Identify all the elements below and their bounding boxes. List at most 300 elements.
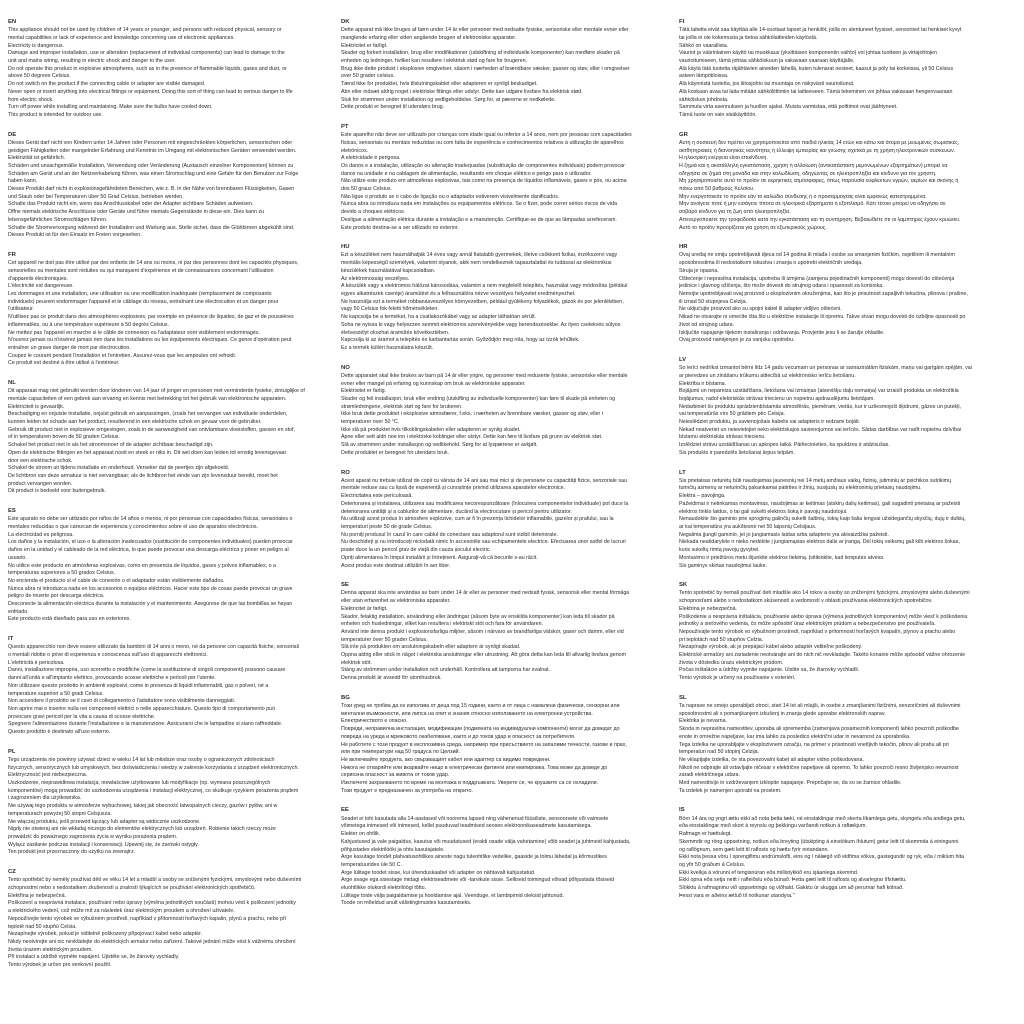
warning-text-line: Negalima įjungti gaminio, jei jo jungiamasis laidas arba adapteris yra akivaizdžiai pažeisti. <box>679 531 889 538</box>
warning-text-line: lebensgefährlichen Stromschlägen führen. <box>8 216 108 223</box>
warning-text-line: или при температури над 50 градуса по Целзий. <box>341 749 460 756</box>
warning-text-line: Tämä tuote on vain sisäkäyttöön. <box>679 111 757 118</box>
warning-text-line: Ne mettez pas l'appareil en marche si le câble de connexion ou l'adaptateur sont visiblement endommagés. <box>8 329 261 336</box>
warning-text-line: Никога не отваряйте или вкарвайте нищо в електрически фитинги или екипировка. Това може да доведе до <box>341 764 608 771</box>
warning-text-line: Nedarbiniet šo produktu sprādzienbīstamās atmosfērās, piemēram, vietās, kur ir uzliesmojoši šķidrumi, gāzes un putekļi, <box>679 403 962 410</box>
warning-text-line: Dette produktet er beregnet for utendørs bruk. <box>341 449 450 456</box>
language-code: LV <box>679 356 687 363</box>
warning-text-line: a elektrického vedení, což může mít za následek úraz elektrickým proudem a ohrožení uživatele. <box>8 908 235 915</box>
warning-text-line: Slökktu á rafmagninu við uppsetningu og viðhald. Gakktu úr skugga um að perurnar hafi kólnað. <box>679 885 904 892</box>
warning-text-line: Nigdy nie otwieraj ani nie wkładaj niczego do elementów elektrycznych lub urządzeń. Robienie takich rzeczy może <box>8 826 276 833</box>
warning-text-line: Nie włączaj produktu, jeśli przewód łączący lub adapter są widocznie uszkodzone. <box>8 818 201 825</box>
warning-text-line: Dette apparat må ikke bruges af børn under 14 år eller personer med nedsatte fysiske, sensoriske eller mentale evner eller <box>341 27 629 34</box>
warning-text-line: Ovaj uređaj ne smiju upotrebljavati djeca od 14 godina ili mlađa i osobe sa smanjenim fizičkim, osjetilnim ili mentalnim <box>679 252 955 259</box>
warning-text-line: Denna apparat ska inte användas av barn under 14 år eller av personer med nedsatt fysisk, sensorisk eller mental förmåga <box>341 590 630 597</box>
warning-text-line: Denna produkt är avsedd för utomhusbruk. <box>341 675 442 682</box>
warning-text-line: põhjustades elektrilööki ja ohtu kasutajatele. <box>341 846 445 853</box>
language-code: NO <box>341 364 350 371</box>
warning-text-line: Този уред не трябва да се използва от деца под 15 години, както и от лица с намалени физически, сензорни или <box>341 703 620 710</box>
warning-text-line: Os danos e a instalação, utilização ou alteração inadequadas (substituição de componentes individuais) podem provocar <box>341 162 625 169</box>
warning-text-line: Dette produkt er beregnet til udendørs brug. <box>341 104 445 111</box>
warning-text-line: Tænd ikke for produktet, hvis tilslutningskablet eller adapteren er synligt beskadiget. <box>341 81 538 88</box>
language-section-nl <box>8 380 328 496</box>
warning-text-line: enfriado. <box>8 608 29 615</box>
warning-text-line: Tega izdelka ne uporabljajte v eksplozivnem ozračju, na primer v prisotnosti vnetljivih tekočin, plinov ali prahu ali pri <box>679 741 949 748</box>
warning-text-line: života úrazem elektrickým proudem. <box>8 946 93 953</box>
warning-text-line: eletrónicos. <box>341 147 369 154</box>
language-section-is <box>679 807 999 900</box>
warning-text-line: Do not operate this product in explosive atmospheres, such as in the presence of flammable liquids, gases and dust, or <box>8 65 287 72</box>
warning-text-line: Elektrina je nebezpečná. <box>679 605 738 612</box>
warning-text-line: l'utilisateur. <box>8 306 35 313</box>
warning-text-line: jednotky a sieťového vedenia, čo môže spôsobiť úraz elektrickým prúdom a nebezpečenstvo pre používateľa. <box>679 621 936 628</box>
warning-text-line: Nikdy neotvírejte ani nic nevkládejte do elektrických armatur nebo zařízení. Takové jednání může vést k vážnému ohrožení <box>8 938 296 945</box>
warning-text-line: Μη χρησιμοποιείτε αυτό το προϊόν σε εκρηκτικές ατμόσφαιρες, όπως παρουσία εύφλεκτων υγρών, αερίων και σκόνης ή <box>679 178 959 185</box>
warning-text-line: Niekada neatidarykite ir nieko nedėkite į jungiamąsias elektros dalis ar įrangą. Dėl tokių veiksmų gali kilti elektros šokas, <box>679 539 960 546</box>
warning-text-line: Ekki opna eða setja neitt í rafleiðslu eða búnað. Þetta gæti leitt til raflosts og alvarlegrar lífshættu. <box>679 877 907 884</box>
warning-text-line: product vervangen worden. <box>8 480 73 487</box>
warning-text-line: Αυτή η συσκευή δεν πρέπει να χρησιμοποιείται από παιδιά ηλικίας 14 ετών και κάτω και άτομα με μειωμένες σωματικές, <box>679 139 960 146</box>
warning-text-line: Nezapínejte výrobek, pokud je viditelně poškozený připojovací kabel nebo adaptér. <box>8 931 203 938</box>
warning-text-line: Elektrizität ist gefährlich. <box>8 155 66 162</box>
language-section-pl <box>8 749 328 857</box>
warning-text-line: haben kann. <box>8 178 38 185</box>
warning-text-line: og raflögnum, sem gæti leitt til raflosts og hættu fyrir notandann. <box>679 846 829 853</box>
warning-text-line: Questo prodotto è destinato all'uso esterno. <box>8 729 111 736</box>
warning-text-line: Poškození a nesprávná instalace, používání nebo úpravy (výměna jednotlivých součástí) mohou vést k poškození jednotky <box>8 900 296 907</box>
warning-text-line: o mentali ridotte o prive di esperienza e conoscenza sull'uso di apparecchi elettronici. <box>8 652 208 659</box>
warning-text-line: Elektriciteit is gevaarlijk. <box>8 403 65 410</box>
language-code: HR <box>679 244 688 251</box>
warning-text-line: Nenaudokite šio gaminio prie sprogimų galinčių sukelti šaltinių, tokių kaip šalia lengvai užsidegančių skysčių, dujų ir dulkių, <box>679 516 966 523</box>
warning-text-line: Non accendere il prodotto se il cavo di collegamento o l'adattatore sono visibilmente danneggiati. <box>8 698 236 705</box>
warning-text-line: Μην ανοίγετε ποτέ ή μην εισάγετε τίποτα σε ηλεκτρικά εξαρτήματα ή εξοπλισμό. Κάτι τέτοιο μπορεί να οδηγήσει σε <box>679 201 946 208</box>
warning-text-line: Isključite napajanje tijekom instaliranja i održavanja. Provjerite jesu li se žarulje ohladile. <box>679 329 885 336</box>
warning-text-line: Dette apparatet skal ikke brukes av barn på 14 år eller yngre, og personer med reduserte fysiske, sensoriske eller mentale <box>341 372 628 379</box>
warning-text-line: Älä koskaan avaa tai laita mitään sähköliittimiin tai laitteeseen. Tämä tekeminen voi johtaa vakavaan hengenvaaraan <box>679 88 953 95</box>
warning-text-line: Wyłącz zasilanie podczas instalacji i konserwacji. Upewnij się, że żarówki ostygły. <box>8 841 199 848</box>
warning-text-line: Acest produs este destinat utilizării în aer liber. <box>341 562 451 569</box>
warning-text-line: Μην ενεργοποιείτε το προϊόν εάν το καλώδιο σύνδεσης ή ο προσαρμογέας είναι εμφανώς κατεστραμμένα. <box>679 193 927 200</box>
warning-text-line: Elekter on ohtlik. <box>341 831 381 838</box>
warning-text-line: Ekki kveikja á vörunni ef tengisnúran eða millistykkið eru sjáanlega skemmd. <box>679 869 859 876</box>
warning-text-line: over 50 grader celsius. <box>341 73 395 80</box>
warning-text-line: mentale reduse sau cu lipsă de experiență și cunoștințe privind utilizarea aparatelor electronice. <box>341 485 566 492</box>
warning-text-line: Повреди, неправилна инсталация, модификации (подмяната на индивидуални компоненти) могат да доведат до <box>341 726 620 733</box>
warning-text-line: Šis prietaisas neturėtų būti naudojamas jaunesnių nei 14 metų amžiaus vaikų, fizinių, jutiminių ar psichikos sutrikimų <box>679 477 952 484</box>
warning-text-line: Brug ikke dette produkt i eksplosive omgivelser, såsom i nærheden af brændbare væsker, gasser og støv, eller i omgivelser <box>341 65 630 72</box>
warning-text-line: Oštećenje i nepravilna instalacija, upotreba ili izmjena (zamjena pojedinačnih komponenti) mogu dovesti do oštećenja <box>679 275 955 282</box>
language-code: BG <box>341 694 350 701</box>
warning-text-line: bīstamu elektriskās strāvas triecienu. <box>679 434 766 441</box>
warning-text-line: temperaturer over 50 °C. <box>341 419 400 426</box>
warning-text-line: сериозна опасност за живота от токов удар. <box>341 772 450 779</box>
language-code: SL <box>679 694 687 701</box>
warning-text-line: eluohtlikke olukordi elektrilöögi tõttu. <box>341 885 427 892</box>
warning-text-line: This product is intended for outdoor use. <box>8 111 103 118</box>
warning-text-line: temperatuurides üle 50 C. <box>341 861 402 868</box>
warning-text-line: Spegnere l'alimentazione durante l'installazione e la manutenzione. Assicurarsi che le lampadine si siano raffreddate. <box>8 721 283 728</box>
warning-text-line: prowadzić do poważnego zagrożenia życia w wyniku porażenia prądem. <box>8 834 178 840</box>
warning-text-line: enheten och husledningar, vilket kan resultera i elektriskt stöt och fara för användaren. <box>341 621 543 628</box>
warning-text-line: Damage and improper installation, use or alteration (replacement of individual components) can lead to damage to the <box>8 50 285 57</box>
warning-text-line: Nepoužívajte tento výrobok vo výbušnom prostredí, napríklad v prítomnosti horľavých kvapalín, plynov a prachu alebo <box>679 628 956 635</box>
warning-text-line: Nunca abra ou introduza nada em instalações ou equipamentos elétricos. Se o fizer, pode correr sérios riscos de vida <box>341 201 617 208</box>
warning-text-line: door een elektrische schok. <box>8 457 73 464</box>
warning-text-line: οδηγήσει σε ζημιά στη μονάδα και στην καλωδίωση, οδηγώντας σε ηλεκτροπληξία και κίνδυνο για τον χρήστη. <box>679 170 937 177</box>
warning-text-line: Nikoli ne odpirajte ali vstavljajte ničesar v električne napeljave ali opremo. To lahko povzroči resno življenjsko nevarnost <box>679 764 959 771</box>
warning-text-line: Toode on mõeldud anult välistingimustes kasutamiseks. <box>341 900 472 907</box>
warning-text-line: egyes alkatrészek cseréje) áramütést és a felhasználóra nézve veszélyes helyzetet eredményezhet. <box>341 291 576 297</box>
warning-text-line: Šo ierīci nedrīkst izmantot bērni līdz 14 gadu vecumam un personas ar samazinātām fiziskām, maņu vai garīgām spējām, vai <box>679 365 972 372</box>
warning-text-line: Az elektromosság veszélyes. <box>341 275 410 282</box>
warning-text-line: temperaturach powyżej 50 stopni Celsjusza. <box>8 810 112 817</box>
warning-text-line: Ikke slå på produktet hvis tilkoblingskabelen eller adapteren er synlig skadet. <box>341 426 521 433</box>
warning-text-line: Questo apparecchio non deve essere utilizzato da bambini di 14 anni o meno, né da persone con capacità fisiche, sensoriali <box>8 644 299 651</box>
warning-text-line: Nie używaj tego produktu w atmosferze wybuchowej, takiej jak obecność łatwopalnych cieczy, gazów i pyłów, ani w <box>8 803 278 810</box>
warning-text-line: ili iznad 50 stupnjeva Celzija. <box>679 298 748 305</box>
warning-text-line: Öppna aldrig eller stick in något i elektriska anslutningar eller utrustning. Att göra detta kan leda till allvarlig livsfara genom <box>341 652 627 659</box>
warning-text-line: manglende erfaring eller viden angående brugen af elektroniske apparater. <box>341 34 517 41</box>
warning-text-line: Ärge kasutage toodet plahvatusohtlikes aineste nagu tuleohtlike vedelike, gaaside ja tolmu lähedal ja kõrmustikes <box>341 854 607 861</box>
warning-text-line: повреда на уреда и мрежовото окабеляване, както и до токов удар и опасност за потребителя. <box>341 733 576 740</box>
warning-text-line: Tento spotřebič by neměly používat děti ve věku 14 let a mladší a osoby se sníženými fyzickými, smyslovými nebo duševními <box>8 877 302 884</box>
warning-text-line: Opriți alimentarea în timpul instalării și întreținerii. Asigurați-vă că becurile s-au răcit. <box>341 554 538 561</box>
language-section-es <box>8 508 328 624</box>
warning-text-line: turinčių asmenų ar neturinčių pakankamai patirties ir žinių, susijusių su elektroninių prietaisų naudojimu. <box>679 485 922 492</box>
warning-text-line: Počas inštalácie a údržby vypnite napájanie. Uistite sa, že žiarovky vychladli. <box>679 667 860 674</box>
warning-text-line: kunnen leiden tot schade aan het product, resulterend in een elektrische schok en gevaar voor de gebruiker. <box>8 419 262 426</box>
warning-text-line: Stäng av strömmen under installation och underhåll. Kontrollera att lamporna har svalnat. <box>341 667 551 674</box>
warning-text-line: mentális képességű személyek, valamint olyanok, akik nem rendelkeznek tapasztalattal és tudással az elektronikus <box>341 260 612 267</box>
warning-text-line: Älä käytä tätä tuotetta räjähtävien aineiden lähellä, kuten tulenarat nesteet, kaasut ja pöly tai korkeissa, yli 50 Celsius <box>679 65 954 72</box>
warning-text-line: enheden og ledninger, hvilket kan resultere i elektrisk stød og fare for brugeren. <box>341 58 528 65</box>
warning-text-line: Montavimo ir priežiūros metu išjunkite elektros tiekimą. Įsitikinkite, kad lemputės atvėso. <box>679 554 885 561</box>
warning-text-line: Schakel het product niet in als het stroomsnoer of de adapter zichtbaar beschadigd zijn. <box>8 442 214 449</box>
language-section-pt <box>341 124 661 232</box>
column-1 <box>8 19 328 982</box>
warning-text-line: Desligue a alimentação elétrica durante a instalação e a manutenção. Certifique-se de que as lâmpadas arrefeceram. <box>341 216 617 223</box>
warning-text-line: A készülék vagy a elektromos hálózat károsodása, valamint a nem megfelelő telepítés, használat vagy módosítás (például <box>341 283 628 290</box>
warning-text-line: entraîner un grave danger de mort par électrocution. <box>8 344 131 351</box>
warning-text-line: peligro de muerte por descarga eléctrica. <box>8 593 105 600</box>
language-code: EE <box>341 807 349 814</box>
warning-text-line: Šis produkts ir paredzēts lietošanai ārpus telpām. <box>679 449 795 456</box>
warning-text-line: Skemmdir og röng uppsetning, notkun eða breyting (útskipting á einstökum íhlutum) getur leitt til skemmda á einingunni <box>679 838 959 845</box>
warning-text-line: sensorielles ou mentales sont réduites ou qui manquent d'expérience et de connaissances concernant l'utilisation <box>8 267 274 274</box>
warning-text-line: Не включвайте продукта, ако свързващият кабел или адаптер са видимо повредени. <box>341 756 551 763</box>
warning-text-line: temperaturi nad 50 stopinj Celzija. <box>679 749 760 756</box>
warning-text-line: eller utan erfarenhet av elektroniska apparater. <box>341 598 451 605</box>
warning-text-line: inflammables, ou à une température supérieure à 50 degrés Celsius. <box>8 321 170 328</box>
language-section-fr <box>8 252 328 368</box>
language-code: IT <box>8 636 14 643</box>
column-2 <box>341 19 661 920</box>
warning-text-line: vagy 50 Celsius fok feletti hőmérsékleten. <box>341 306 439 313</box>
warning-text-line: Uszkodzenie, nieprawidłowa instalacja, niewłaściwe użytkowanie lub modyfikacje (np. wymiana poszczególnych <box>8 780 271 787</box>
language-section-de <box>8 132 328 240</box>
warning-text-line: Este aparato no debe ser utilizado por niños de 14 años o menos, ni por personas con capacidades físicas, sensoriales o <box>8 516 293 523</box>
warning-text-line: sähköiskun johdosta. <box>679 96 729 103</box>
warning-text-line: Þessi vara er aðeins ætluð til notkunar utandyra." <box>679 892 795 899</box>
warning-text-line: Ezt a készüléket nem használhatják 14 éves vagy annál fiatalabb gyermekek, illetve csökkent fizikai, érzékszervi vagy <box>341 252 618 259</box>
warning-text-line: Tento výrobek je určen pro venkovní použití. <box>8 962 112 969</box>
warning-text-line: No encienda el producto si el cable de conexión o el adaptador están visiblemente dañados. <box>8 577 225 584</box>
warning-text-line: Elektricitet är farligt. <box>341 605 388 612</box>
warning-text-line: Elektřina je nebezpečná. <box>8 892 67 899</box>
language-section-hu <box>341 244 661 352</box>
warning-text-line: Ne kapcsolja be a terméket, ha a csatlakozókábel vagy az adapter láthatóan sérült. <box>341 314 536 321</box>
warning-text-line: from electric shock. <box>8 96 54 103</box>
warning-text-line: tai joilla ei ole kokemusta ja tietoa sähkölaitteiden käytöstä. <box>679 34 818 41</box>
warning-text-line: vaurioitumiseen, tämä johtaa sähköiskuun ja vakavaan vaaraan käyttäjälle. <box>679 58 855 65</box>
warning-text-line: Deteriorarea și instalarea, utilizarea sau modificarea necorespunzătoare (înlocuirea componentelor individuale) pot duce la <box>341 500 629 507</box>
warning-text-line: Skader og forkert installation, brug eller modifikationer (udskiftning af individuelle komponenter) kan medføre skader på <box>341 50 620 57</box>
warning-text-line: Електричеството е опасно. <box>341 718 408 725</box>
warning-text-line: dos 50 graus Celsius. <box>341 186 392 193</box>
warning-text-line: of in temperaturen boven de 50 graden Celsius. <box>8 434 120 441</box>
warning-text-line: deteriorarea unității și a cablurilor de alimentare, ducând la electrocutare și pericol pentru utilizator. <box>341 508 572 515</box>
warning-text-line: Elektrické armatúry ani zariadenie neotvárajte ani do nich nič nevkladajte. Takéto konanie môže spôsobiť vážne ohrozenie <box>679 652 966 659</box>
warning-text-line: Electricity is dangerous. <box>8 42 64 49</box>
warning-text-line: életveszélyt okozhat áramütés következtében. <box>341 329 450 336</box>
language-section-cz <box>8 869 328 970</box>
warning-text-line: A eletricidade é perigosa. <box>341 155 401 162</box>
warning-text-line: N'ouvrez jamais ou n'insérez jamais rien dans les installations ou les équipements électriques. Ce genre d'opération peut <box>8 337 292 344</box>
language-code: DK <box>341 19 350 25</box>
warning-text-line: Dit apparaat mag niet gebruikt worden door kinderen van 14 jaar of jonger en personen met verminderde fysieke, zintuiglijke of <box>8 388 305 395</box>
warning-text-line: Kapcsolja ki az áramot a telepítés és karbantartás során. Győződjön meg róla, hogy az izzók lehűltek. <box>341 337 580 344</box>
warning-text-line: Bojājumi un nepareiza uzstādīšana, lietošana vai izmaiņas (atsevišķu daļu nomaiņa) var izraisīt produkta un elektrotīkla <box>679 388 959 395</box>
warning-text-line: Schalte die Stromversorgung während der Installation und Wartung aus. Stelle sicher, dass die Glühbirnen abgekühlt sind. <box>8 224 295 231</box>
language-code: SK <box>679 582 688 589</box>
warning-text-line: Sluk for strømmen under installation og vedligeholdelse. Sørg for, at pærerne er nedkølede. <box>341 96 556 103</box>
warning-text-line: Η ζημιά και η ακατάλληλη εγκατάσταση, χρήση ή αλλοίωση (αντικατάσταση μεμονωμένων εξαρτημάτων) μπορεί να <box>679 162 948 169</box>
warning-text-line: enote in omrežne napeljave, kar ima lahko za posledico električni udar in nevarnost za uporabnika. <box>679 733 911 740</box>
warning-text-line: Nekad neatveriet un neievietojiet neko elektriskajos savienojumos vai ierīcēs. Šādas darbības var radīt nopietnu dzīvībai <box>679 426 962 433</box>
warning-text-line: Elektrība ir bīstama. <box>679 380 727 387</box>
warning-text-line: Skader og feil installasjon, bruk eller endring (utskifting av individuelle komponenter) kan føre til skade på enheten og <box>341 395 616 402</box>
warning-text-line: Este produto destina-se a ser utilizado no exterior. <box>341 224 459 231</box>
warning-text-line: Ten produkt jest przeznaczony do użytku na zewnątrz. <box>8 849 136 856</box>
warning-text-line: Elektrika je nevarna. <box>679 718 727 725</box>
warning-text-line: Η ηλεκτρική ενέργεια είναι επικίνδυνη. <box>679 155 768 162</box>
warning-text-line: danos na unidade e na cablagem de alimentação, resultando em choque elétrico e perigo para o utilizador. <box>341 170 592 177</box>
warning-text-line: Nu utilizați acest produs în atmosfere explozive, cum ar fi în prezența lichidelor inflamabile, gazelor și prafului, sau la <box>341 516 614 523</box>
warning-text-line: Non utilizzare questo prodotto in ambienti esplosivi, come in presenza di liquidi infiammabili, gas o polveri, né a <box>8 682 269 689</box>
language-code: SE <box>341 582 349 589</box>
language-section-ee <box>341 807 661 908</box>
warning-text-line: Ekki nota þessa vöru í sprengifimu andrúmslofti, eins og í nálægð við eldfima vökva, gastegundir og ryk, eða í miklum hita <box>679 854 964 861</box>
warning-text-line: Tätä laitetta eivät saa käyttää alle 14-vuotiaat lapset ja henkilöt, joilla on alentuneet fyysiset, sensoriset tai henkiset kyvyt <box>679 27 962 34</box>
warning-text-line: Не работете с този продукт в експлозивна среда, например при присъствието на запалими течности, газове и прах, <box>341 741 627 748</box>
warning-text-line: Ärge lülitage toodet sisse, kui ühenduskaabel või adapter on nähtavalt kahjustatud. <box>341 869 536 876</box>
warning-text-line: teplotě nad 50 stupňů Celsia. <box>8 923 77 930</box>
warning-text-line: This appliance should not be used by children of 14 years or younger, and persons with reduced physical, sensory or <box>8 27 282 34</box>
warning-text-line: Elektra – pavojinga. <box>679 493 726 500</box>
warning-text-line: L'elettricità è pericolosa. <box>8 659 65 666</box>
warning-text-line: strømledningene, elektrisk støt og fare for brukeren. <box>341 403 463 410</box>
warning-text-line: πάνω από 50 βαθμούς Κελσίου. <box>679 186 755 193</box>
language-code: PL <box>8 748 16 755</box>
warning-text-line: Αυτό το προϊόν προορίζεται για χρήση σε εξωτερικούς χώρους. <box>679 224 827 231</box>
warning-text-line: készülékek használatával kapcsolatban. <box>341 267 436 274</box>
warning-text-line: Dieses Produkt ist für den Einsatz im Freien vorgesehen. <box>8 232 142 239</box>
warning-text-line: Elektricitet er farligt. <box>341 42 388 49</box>
warning-text-line: σοβαρό κίνδυνο για τη ζωή από ηλεκτροπληξία. <box>679 209 791 216</box>
warning-text-line: Non aprire mai o inserire nulla nei componenti elettrici o nelle apparecchiature. Questo tipo di comportamento può <box>8 705 276 712</box>
warning-text-line: Cet appareil ne doit pas être utilisé par des enfants de 14 ans ou moins, ni par des personnes dont les capacités physiques, <box>8 260 299 267</box>
warning-text-line: Turn off power while installing and maintaining. Make sure the bulbs have cooled down. <box>8 104 213 111</box>
warning-text-line: Vauriot ja väärinlainen käyttö tai muokkaus (yksittäisen komponentin vaihto) voi johtaa tuotteen ja virtajohtojen <box>679 50 937 57</box>
warning-text-line: Nezapínajte výrobok, ak je prepájací kábel alebo adaptér viditeľne poškodený. <box>679 644 863 651</box>
language-section-lt <box>679 470 999 571</box>
warning-text-line: asteen lämpötiloissa. <box>679 73 729 80</box>
warning-text-line: Do not switch on the product if the connecting cable or adapter are visible damaged. <box>8 81 206 88</box>
warning-text-line: Älä käynnistä tuotetta, jos liitosjohto tai muuntaja on näkyvästi vaurioitunut. <box>679 81 855 88</box>
warning-text-line: jedinice i glavnog ožičenja, što može dovesti do strujnog udara i opasnosti za korisnika. <box>679 283 884 290</box>
warning-text-line: Skador, felaktig installation, användning eller ändringar (såsom byte av enskilda komponenter) kan leda till skador på <box>341 613 615 620</box>
warning-text-line: Med namestitvijo in vzdrževanjem izklopite napajanje. Prepričajte se, da so se žarnice ohladile. <box>679 780 902 787</box>
warning-text-line: Απενεργοποιείτε την τροφοδοσία κατά την εγκατάσταση και τη συντήρηση. Βεβαιωθείτε ότι οι λαμπτήρες έχουν κρυώσει. <box>679 216 961 223</box>
warning-text-line: poate duce la un pericol grav de viață din cauza șocului electric. <box>341 547 491 554</box>
warning-text-line: zaradi električnega udara. <box>679 772 740 779</box>
warning-text-line: fizycznych, sensorycznych lub umysłowych, bez doświadczenia i wiedzy w zakresie korzystania z urządzeń elektronicznych. <box>8 764 299 771</box>
language-section-hr <box>679 244 999 345</box>
warning-text-line: Este producto está diseñado para uso en exteriores. <box>8 616 131 623</box>
warning-text-line: života v dôsledku úrazu elektrickým prúdom. <box>679 659 784 666</box>
warning-text-line: Ta naprave ne smejo uporabljati otroci, stari 14 let ali mlajši, in osebe z zmanjšanimi fizičnimi, senzoričnimi ali duševnimi <box>679 703 961 710</box>
warning-text-line: bojājumus, radot elektriskās strāvas triecienu un nopietnu apdraudējumu lietotājam. <box>679 395 875 402</box>
warning-text-line: Ta izdelek je namenjen uporabi na prostem. <box>679 787 782 794</box>
warning-text-line: Ez a termék kültéri használatra készült. <box>341 344 434 351</box>
warning-text-line: De lichtbron van deze armatuur is niet vervangbaar; als de lichtbron het einde van zijn levensduur bereikt, moet het <box>8 472 278 479</box>
warning-text-line: Ovaj proizvod namijenjen je za vanjsku upotrebu. <box>679 337 795 344</box>
warning-text-line: Dieses Gerät darf nicht von Kindern unter 14 Jahren oder Personen mit eingeschränkten körperlichen, sensorischen oder <box>8 139 293 146</box>
language-section-ro <box>341 470 661 571</box>
warning-text-line: Kahjustused ja vale paigaldus, kasutus või muudatused (eraldi osade välja vahetamine) võib seadet ja juhtmeid kahjustada, <box>341 838 631 845</box>
warning-text-line: temperaturi peste 50 de grade Celsius. <box>341 523 433 530</box>
warning-text-line: No utilice este producto en atmósferas explosivas, como en presencia de líquidos, gases y polvos inflamables, o a <box>8 562 276 569</box>
warning-text-line: Este aparelho não deve ser utilizado por crianças com idade igual ou inferior a 14 anos, nem por pessoas com capacidades <box>341 132 632 139</box>
language-section-en <box>8 19 328 120</box>
warning-text-line: Beschadiging en onjuiste installatie, onjuist gebruik en aanpassingen, (zoals het vervangen van individuele onderdelen, <box>8 411 288 418</box>
warning-text-line: mentale capaciteiten of een gebrek aan ervaring en kennis met betrekking tot het gebruik van elektronische apparaten. <box>8 395 287 402</box>
language-section-fi <box>679 19 999 120</box>
warning-text-line: Izslēdziet strāvu uzstādīšanas un apkopes laikā. Pārliecinieties, ka spuldzes ir atdzisušas. <box>679 442 890 449</box>
language-code: HU <box>341 244 350 251</box>
warning-text-line: Open de elektrische fittingen en het apparaat nooit en steek er niks in. Dit wel doen kan leiden tot ernstig levensgevaar <box>8 449 287 456</box>
warning-text-line: sposobnostima ili nedostatkom iskustva i znanja o upotrebi električnih uređaja. <box>679 260 863 267</box>
warning-text-line: daños en la unidad y el cableado de la red eléctrica, lo que puede provocar una descarga eléctrica y poner en peligro al <box>8 547 289 554</box>
warning-text-line: schopnostmi nebo s nedostatkem zkušeností a znalostí týkajících se používání elektronických spotřebičů. <box>8 885 256 892</box>
warning-text-line: i zagrożeniem dla użytkownika. <box>8 795 82 802</box>
column-3 <box>679 19 999 912</box>
warning-text-line: Ce produit est destiné à être utilisé à l'extérieur. <box>8 360 120 367</box>
warning-text-line: Acest aparat nu trebuie utilizat de copii cu vârsta de 14 ani sau mai mici și de persoane cu capacități fizice, senzoriale sau <box>341 477 627 484</box>
warning-text-line: komponentów) mogą prowadzić do uszkodzenia urządzenia i instalacji elektrycznej, co skutkuje ryzykiem porażenia prądem <box>8 787 299 794</box>
language-code: RO <box>341 469 350 476</box>
warning-text-line: αισθητηριακές ή διανοητικές ικανότητες ή έλλειψη εμπειρίας και γνώσης σχετικά με τη χρήση ηλεκτρονικών συσκευών. <box>679 147 956 154</box>
warning-text-line: Sähkö on vaarallista. <box>679 42 729 49</box>
warning-text-line: Tento výrobok je určený na používanie v exteriéri. <box>679 675 796 682</box>
language-section-sk <box>679 582 999 683</box>
language-code: DE <box>8 131 17 138</box>
language-section-no <box>341 365 661 458</box>
warning-text-line: Struja je opasna. <box>679 267 719 274</box>
warning-text-line: evner eller mangel på erfaring og kunnskap om bruk av elektroniske apparater. <box>341 380 526 387</box>
warning-text-line: ментални възможности, или липса на опит и знания относно използването на електронни устройства. <box>341 710 593 717</box>
warning-text-line: Seadet ei tohi kasutada alla 14-aastased või noorema lapsed ning vähenenud füüsiliste, sensoorsete või vaimsete <box>341 815 609 822</box>
language-code: GR <box>679 131 688 138</box>
language-section-se <box>341 582 661 683</box>
language-code: NL <box>8 380 16 387</box>
warning-text-line: Neieslēdziet produktu, ja savienojošais kabelis vai adapteris ir redzami bojāti. <box>679 419 861 426</box>
warning-text-line: temperature superiori a 50 gradi Celsius. <box>8 690 104 697</box>
warning-text-line: individuels) peuvent endommager l'appareil et le câblage du réseau, entraînant une électrocution et un danger pour <box>8 298 279 305</box>
warning-text-line: sposobnostmi ali s pomanjkanjem izkušenj in znanja glede uporabe elektronskih naprav. <box>679 710 886 717</box>
warning-text-line: mentales reducidas o que carezcan de experiencia y conocimientos sobre el uso de aparatos electrónicos. <box>8 523 258 530</box>
warning-text-line: L'électricité est dangereuse. <box>8 283 74 290</box>
warning-text-line: Åbn eller indsæt aldrig noget i elektriske fittings eller udstyr. Dette kan udgøre livsfare fra elektrisk stød. <box>341 88 583 95</box>
warning-text-line: Tego urządzenia nie powinny używać dzieci w wieku 14 lat lub młodsze oraz osoby o ograniczonych zdolnościach <box>8 756 275 763</box>
warning-text-line: Danni, installazione impropria, uso scorretto o modifiche (come la sostituzione di singoli componenti) possono causare <box>8 667 286 674</box>
warning-text-line: Dieses Produkt darf nicht in explosionsgefährdeten Bereichen, wie z. B. in der Nähe von brennbaren Flüssigkeiten, Gasen <box>8 186 295 193</box>
warning-text-line: Öffne niemals elektrische Anschlüsse oder Geräte und führe niemals Gegenstände in diese ein. Dies kann zu <box>8 209 265 216</box>
warning-text-line: og yfir 50 gráðum á Celsíus. <box>679 861 746 868</box>
warning-text-line: Não ligue o produto se o cabo de ligação ou o adaptador estiverem visivelmente danificados. <box>341 193 560 200</box>
language-section-sl <box>679 695 999 796</box>
language-code: EN <box>8 19 17 25</box>
language-section-lv <box>679 357 999 458</box>
warning-text-line: Ärge avage ega sisestage midagi elektriseadmete või -tarvikute sisse. Selliseid toimingud võivad põhjustada tõsiseid <box>341 877 614 884</box>
warning-text-line: ar kai temperatūra yra aukštesnė nei 50 laipsnių Celsijaus. <box>679 523 817 530</box>
warning-text-line: Ne használja ezt a terméket robbanásveszélyes környezetben, például gyúlékony folyadékok, gázok és por jelenlétében, <box>341 298 624 305</box>
warning-text-line: provocare gravi pericoli per la vita a causa di scosse elettriche. <box>8 713 156 720</box>
warning-text-line: Šis gaminys skirtas naudojimui lauke. <box>679 562 768 569</box>
warning-text-line: Schalte das Produkt nicht ein, wenn das Anschlusskabel oder der Adapter sichtbare Schäden aufweisen. <box>8 201 254 208</box>
warning-text-line: Desconecte la alimentación eléctrica durante la instalación y el mantenimiento. Asegúrese de que las bombillas se hayan <box>8 601 293 608</box>
warning-text-line: Ne vklapljajte izdelka, če sta povezovalni kabel ali adapter vidno poškodovana. <box>679 756 864 763</box>
warning-text-line: Sammuta virta asennuksen ja huollon ajaksi. Muista varmistaa, että polttimot ovat jäähtyneet. <box>679 104 898 111</box>
warning-text-line: kuris sukeltų rimtą pavojų gyvybei. <box>679 547 760 554</box>
warning-text-line: Изключете захранването по време на монтажа и поддръжката. Уверете се, че крушките са се охладили. <box>341 780 599 787</box>
warning-text-line: Nemojte upotrebljavati ovaj proizvod u eksplozivnim okruženjima, kao što je prisutnost zapaljivih tekućina, plinova i prašine, <box>679 291 968 297</box>
warning-text-line: Les dommages et une installation, une utilisation ou une modification inadéquate (remplacement de composants <box>8 291 272 297</box>
language-section-gr <box>679 132 999 233</box>
warning-text-line: eða einstaklingar með skort á reynslu og þekkingu varðandi notkun á raftækjum. <box>679 823 867 830</box>
warning-text-line: Този продукт е предназначен за употреба на открито. <box>341 787 473 794</box>
warning-text-line: Electricitatea este periculoasă. <box>341 493 413 500</box>
warning-text-line: võimetega inimesed või inimesed, kellel puuduvad teadmised seoses elektroonikaseadmete kasutamisega. <box>341 823 592 830</box>
warning-text-line: mental capabilities or lack of experience and knowledge concerning use of electronic appliances. <box>8 34 235 41</box>
warning-text-line: Pažeidimai ir netinkamas montavimas, naudojimas ar keitimas (atskirų dalių keitimas), gali sugadinti prietaisą ar pažeisti <box>679 500 961 507</box>
warning-text-line: Poškodenie a nesprávna inštalácia, používanie alebo úprava (výmena jednotlivých komponentov) môže viesť k poškodeniu <box>679 613 968 620</box>
warning-text-line: Nikad ne otvarajte ni umećite išta što u električne instalacije ili opremu. Takve stvari mogu dovesti do ozbiljne opasnosti po <box>679 314 966 321</box>
warning-text-line: Nu deschideți și nu introduceți niciodată nimic în accesoriile sau echipamentele electrice. Efectuarea unor astfel de lucruri <box>341 539 626 546</box>
warning-text-line: Ikke bruk dette produktet i eksplosive atmosfærer, f.eks. i nærheten av brennbare væsker, gasser og støv, eller i <box>341 411 603 418</box>
warning-text-line: d'appareils électroniques. <box>8 275 68 282</box>
warning-text-line: Slå av strømmen under installasjon og vedlikehold. Sørg for at lyspærene er avkjølt. <box>341 442 538 449</box>
warning-text-line: Nu porniți produsul în cazul în care cablul de conectare sau adaptorul sunt vizibil deteriorate. <box>341 531 559 538</box>
warning-text-line: Não utilize este produto em atmosferas explosivas, tais como na presença de líquidos inflamáveis, gases e pós, ou acima <box>341 178 627 185</box>
warning-text-line: físicas, sensoriais ou mentais reduzidas ou com falta de experiência e conhecimentos relativos à utilização de aparelhos <box>341 139 624 146</box>
warning-text-line: La electricidad es peligrosa. <box>8 531 74 538</box>
warning-text-line: Börn 14 ára og yngri ættu ekki að nota þetta tæki, né einstaklingar með skerta líkamlega getu, skyngetu eða andlega getu, <box>679 815 966 822</box>
warning-text-line: usuario. <box>8 554 27 561</box>
warning-text-line: Rafmagn er hættulegt. <box>679 831 732 838</box>
warning-text-line: elektros tinklo laidus, o tai gali sukelti elektros šoką ir pavojų naudotojui. <box>679 508 848 515</box>
